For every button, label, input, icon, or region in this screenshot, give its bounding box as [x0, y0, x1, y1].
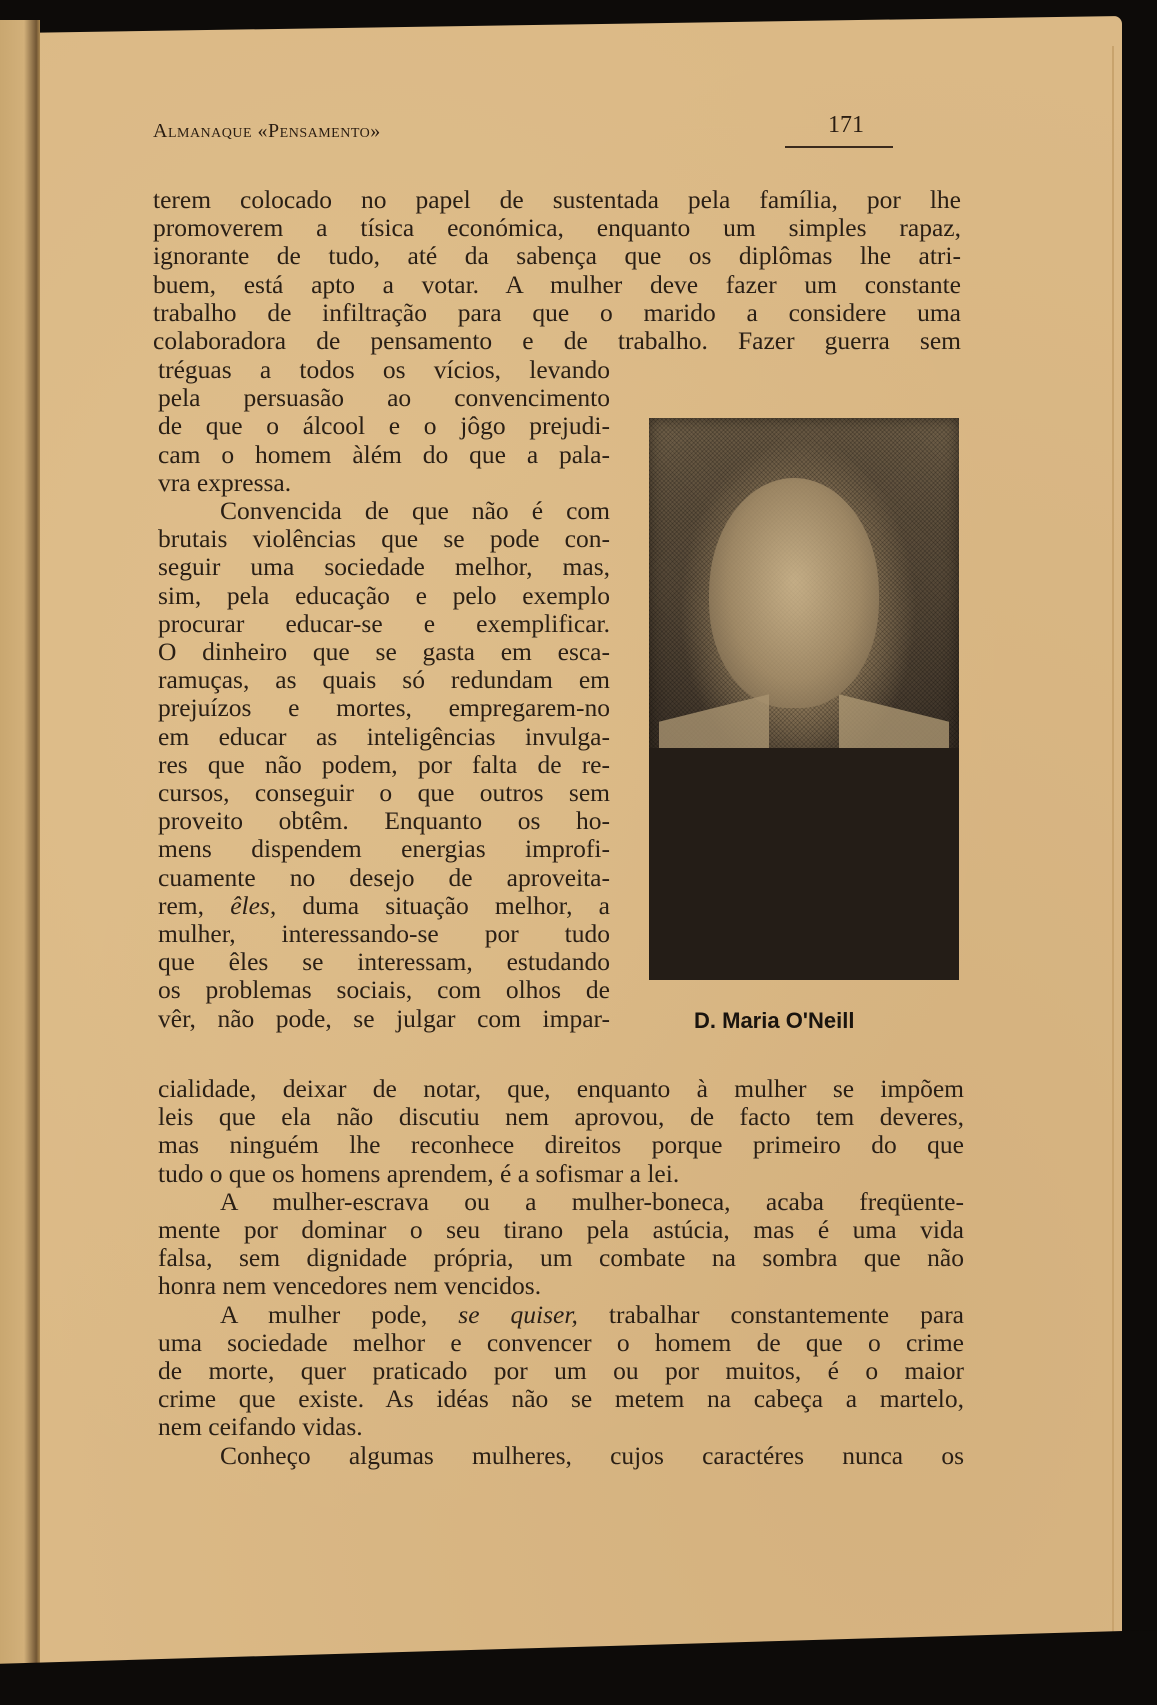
text-line: mente por dominar o seu tirano pela astúcia, mas é uma vida — [158, 1215, 964, 1245]
running-title: Almanaque «Pensamento» — [153, 120, 381, 142]
text-line: procurar educar-se e exemplificar. — [158, 608, 610, 638]
book-spine-shadow — [36, 20, 40, 1680]
portrait-face — [709, 478, 879, 708]
text-line: buem, está apto a votar. A mulher deve fazer um constante — [153, 269, 961, 299]
page-header — [153, 108, 893, 148]
text-line: ignorante de tudo, até da sabença que os diplômas lhe atri- — [153, 241, 961, 271]
text-line: trabalho de infiltração para que o marido a considere uma — [153, 297, 961, 327]
text-line: cursos, conseguir o que outros sem — [158, 778, 610, 808]
text-line: Convencida de que não é com — [220, 496, 610, 526]
paragraph-block-bottom — [158, 1075, 964, 1470]
text-line: seguir uma sociedade melhor, mas, — [158, 552, 610, 582]
text-line: proveito obtêm. Enquanto os ho- — [158, 806, 610, 836]
text-line: mas ninguém lhe reconhece direitos porque primeiro do que — [158, 1130, 964, 1160]
text-line: O dinheiro que se gasta em esca- — [158, 637, 610, 667]
text-line: nem ceifando vidas. — [158, 1412, 363, 1442]
portrait-photo — [649, 418, 959, 980]
page-number: 171 — [828, 112, 864, 138]
italic-word: êles, — [230, 890, 277, 920]
text-line: uma sociedade melhor e convencer o homem de que o crime — [158, 1327, 964, 1357]
text-line: colaboradora de pensamento e de trabalho. Fazer guerra sem — [153, 326, 961, 356]
text-line: mens dispendem energias improfi- — [158, 834, 610, 864]
portrait-dress — [649, 748, 959, 980]
text-line: cuamente no desejo de aproveita- — [158, 862, 610, 892]
text-line: os problemas sociais, com olhos de — [158, 975, 610, 1005]
page-number-rule — [785, 146, 893, 148]
text-line: em educar as inteligências invulga- — [158, 721, 610, 751]
text-line: tréguas a todos os vícios, levando — [158, 355, 610, 384]
text-line: ramuças, as quais só redundam em — [158, 665, 610, 695]
text-line: terem colocado no papel de sustentada pela família, por lhe — [153, 185, 961, 214]
text-line: honra nem vencedores nem vencidos. — [158, 1271, 542, 1301]
paragraph-continuation-top — [153, 186, 961, 355]
text-line: mulher, interessando-se por tudo — [158, 919, 610, 949]
previous-page-edge — [0, 20, 40, 1680]
text-segment: duma situação melhor, a — [276, 890, 610, 920]
photo-caption: D. Maria O'Neill — [694, 1008, 855, 1033]
text-line: prejuízos e mortes, empregarem-no — [158, 693, 610, 723]
text-line: brutais violências que se pode con- — [158, 524, 610, 554]
left-column-text — [158, 356, 610, 1033]
text-line: A mulher-escrava ou a mulher-boneca, acaba freqüente- — [220, 1186, 964, 1216]
text-line: res que não podem, por falta de re- — [158, 749, 610, 779]
text-line: Conheço algumas mulheres, cujos caractéres nunca os — [220, 1440, 964, 1470]
text-line: cam o homem àlém do que a pala- — [158, 439, 610, 469]
text-segment: rem, — [158, 890, 231, 920]
italic-phrase: se quiser, — [458, 1299, 578, 1329]
text-line: pela persuasão ao convencimento — [158, 383, 610, 413]
text-line-with-italic — [158, 1301, 964, 1329]
text-line: crime que existe. As idéas não se metem na cabeça a martelo, — [158, 1384, 964, 1414]
text-line: falsa, sem dignidade própria, um combate na sombra que não — [158, 1243, 964, 1273]
text-segment: A mulher pode, — [220, 1299, 459, 1329]
text-line: vêr, não pode, se julgar com impar- — [158, 1003, 610, 1033]
text-line: promoverem a tísica económica, enquanto um simples rapaz, — [153, 213, 961, 243]
text-segment: trabalhar constantemente para — [577, 1299, 965, 1329]
text-line: vra expressa. — [158, 467, 292, 497]
text-line: que êles se interessam, estudando — [158, 947, 610, 977]
text-line: de morte, quer praticado por um ou por muitos, é o maior — [158, 1356, 964, 1386]
text-line-with-italic — [158, 892, 610, 920]
text-line: de que o álcool e o jôgo prejudi- — [158, 411, 610, 441]
text-line: sim, pela educação e pelo exemplo — [158, 580, 610, 610]
text-line: leis que ela não discutiu nem aprovou, de facto tem deveres, — [158, 1102, 964, 1132]
text-line: cialidade, deixar de notar, que, enquanto à mulher se impõem — [158, 1074, 964, 1103]
text-line: tudo o que os homens aprendem, é a sofismar a lei. — [158, 1158, 680, 1188]
